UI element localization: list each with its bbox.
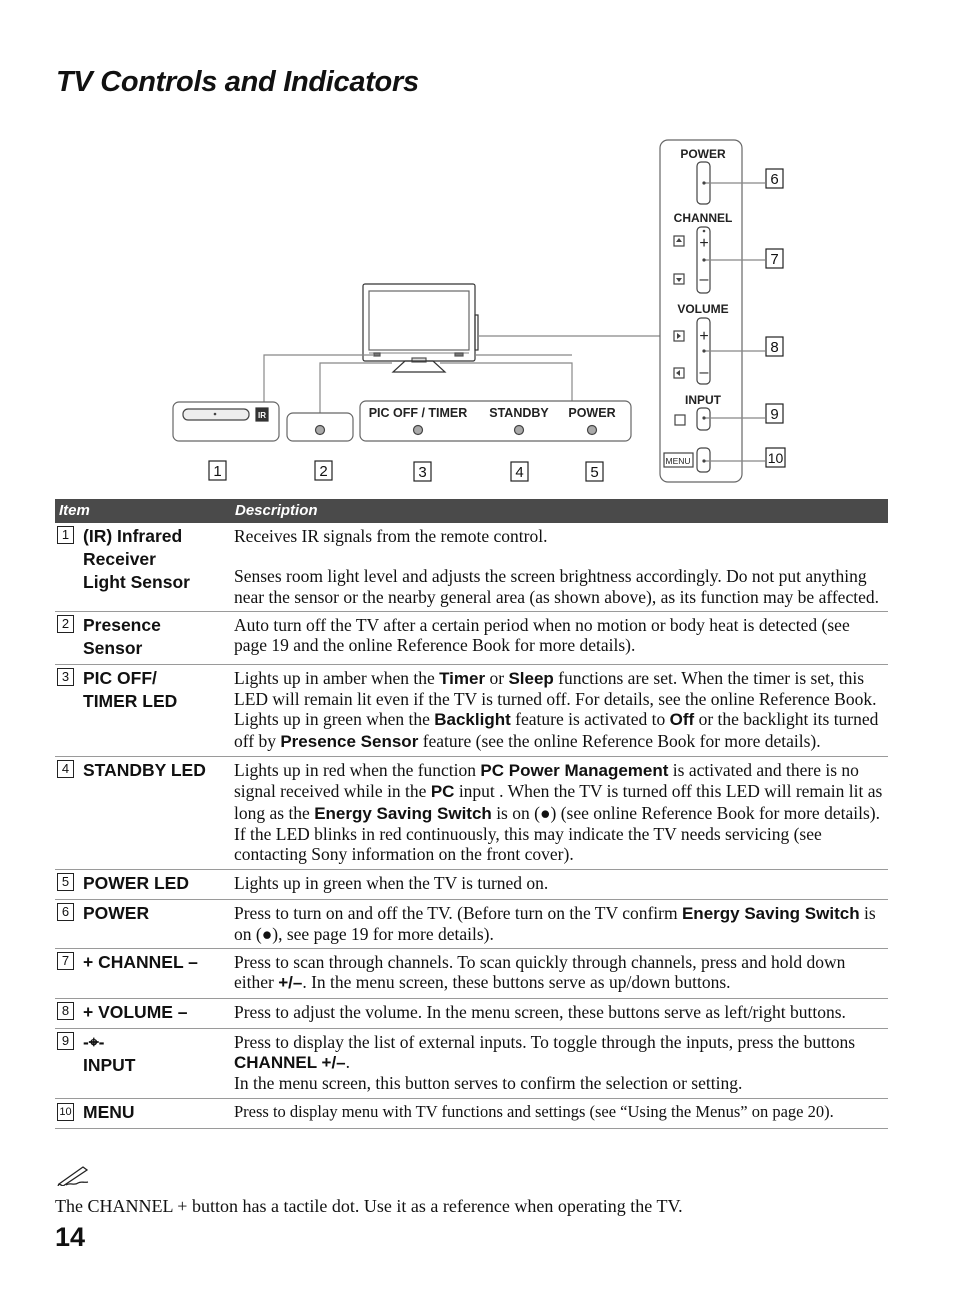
controls-table: [55, 499, 888, 1129]
callout-8: 8: [770, 339, 779, 356]
tv-controls-diagram: [0, 0, 954, 495]
item-description: Press to display the list of external inputs. To toggle through the inputs, press the buttons CHANNEL +/–. In the menu screen, this button serves to confirm the selection or setting.: [231, 1028, 888, 1098]
item-description: Auto turn off the TV after a certain period when no motion or body heat is detected (see page 19 and the online Reference Book for more details).: [231, 611, 888, 664]
item-number: 2: [57, 615, 74, 633]
item-number: 10: [57, 1103, 74, 1121]
table-row: [55, 899, 888, 949]
standby-led: [515, 426, 524, 435]
volume-minus: –: [699, 364, 709, 381]
pic-off-timer-led: [414, 426, 423, 435]
table-row: [55, 1028, 888, 1098]
callout-6: 6: [770, 171, 779, 188]
callout-5: 5: [590, 464, 599, 481]
callout-4: 4: [515, 464, 524, 481]
volume-plus: +: [699, 328, 709, 345]
side-menu-label: MENU: [665, 456, 691, 466]
table-row: [55, 998, 888, 1028]
table-row: [55, 869, 888, 899]
input-icon: -⌖-: [83, 1031, 105, 1052]
table-row: [55, 1098, 888, 1128]
item-description: Press to adjust the volume. In the menu screen, these buttons serve as left/right buttons.: [231, 998, 888, 1028]
item-number: 8: [57, 1002, 74, 1020]
item-name: Presence Sensor: [77, 611, 231, 664]
table-row: [55, 664, 888, 756]
item-description: Press to scan through channels. To scan quickly through channels, press and hold down either +/–. In the menu screen, these buttons serve as up/down buttons.: [231, 949, 888, 999]
callout-2: 2: [319, 463, 328, 480]
item-name: POWER LED: [77, 869, 231, 899]
item-number: 1: [57, 526, 74, 544]
item-name: STANDBY LED: [77, 757, 231, 869]
item-name: POWER: [77, 899, 231, 949]
item-name: + CHANNEL –: [77, 949, 231, 999]
channel-minus: –: [699, 271, 709, 288]
note-text: The CHANNEL + button has a tactile dot. Use it as a reference when operating the TV.: [55, 1196, 683, 1216]
table-header-row: [55, 499, 888, 523]
side-channel-label: CHANNEL: [673, 211, 733, 225]
item-description: Lights up in red when the function PC Power Management is activated and there is no signal received while in the PC input . When the TV is turned off this LED will remain lit as long as the Energy Saving Switch is on (●) (see online Reference Book for more details). If the LED blinks in red continuously, this may indicate the TV needs servicing (see contacting Sony information on the front cover).: [231, 757, 888, 869]
item-name: + VOLUME –: [77, 998, 231, 1028]
item-description: Lights up in green when the TV is turned on.: [231, 869, 888, 899]
page-title: TV Controls and Indicators: [56, 66, 419, 98]
item-number: 7: [57, 952, 74, 970]
item-number: 6: [57, 903, 74, 921]
item-name: PIC OFF/ TIMER LED: [77, 664, 231, 756]
callout-9: 9: [770, 406, 779, 423]
page-number: 14: [55, 1222, 86, 1252]
standby-label: STANDBY: [489, 406, 549, 420]
side-power-label: POWER: [680, 147, 726, 161]
pic-off-timer-label: PIC OFF / TIMER: [368, 406, 468, 420]
ir-mark: IR: [258, 411, 266, 420]
side-volume-label: VOLUME: [677, 302, 729, 316]
item-description: Lights up in amber when the Timer or Sleep functions are set. When the timer is set, this LED will remain lit even if the TV is turned off. For details, see the online Reference Book. Lights up in green when the Backlight feature is activated to Off or the backlight its turned off by Presence Sensor feature (see the online Reference Book for more details).: [231, 664, 888, 756]
item-name: -⌖- INPUT: [77, 1028, 231, 1098]
side-input-label: INPUT: [685, 393, 721, 407]
table-row: [55, 949, 888, 999]
table-row: [55, 757, 888, 869]
item-name: MENU: [77, 1098, 231, 1128]
channel-plus: +: [699, 235, 709, 252]
presence-sensor-led: [316, 426, 325, 435]
item-description: Press to turn on and off the TV. (Before turn on the TV confirm Energy Saving Switch is on (●), see page 19 for more details).: [231, 899, 888, 949]
callout-1: 1: [213, 463, 222, 480]
power-panel-label: POWER: [568, 406, 616, 420]
table-row: [55, 523, 888, 611]
power-led: [588, 426, 597, 435]
callout-7: 7: [770, 251, 779, 268]
table-row: [55, 611, 888, 664]
item-description: Press to display menu with TV functions and settings (see “Using the Menus” on page 20).: [231, 1098, 888, 1128]
note-pencil-icon: [56, 1164, 90, 1186]
item-number: 4: [57, 760, 74, 778]
callout-10: 10: [767, 450, 784, 466]
description-column-header: Description: [231, 499, 888, 523]
item-number: 9: [57, 1032, 74, 1050]
item-column-header: Item: [55, 499, 231, 523]
item-number: 3: [57, 668, 74, 686]
item-name: (IR) Infrared Receiver Light Sensor: [77, 523, 231, 611]
callout-3: 3: [418, 464, 427, 481]
item-description: Receives IR signals from the remote control. Senses room light level and adjusts the screen brightness accordingly. Do not put anything near the sensor or the nearby general area (as shown above), as its function may be affected.: [231, 523, 888, 611]
item-number: 5: [57, 873, 74, 891]
